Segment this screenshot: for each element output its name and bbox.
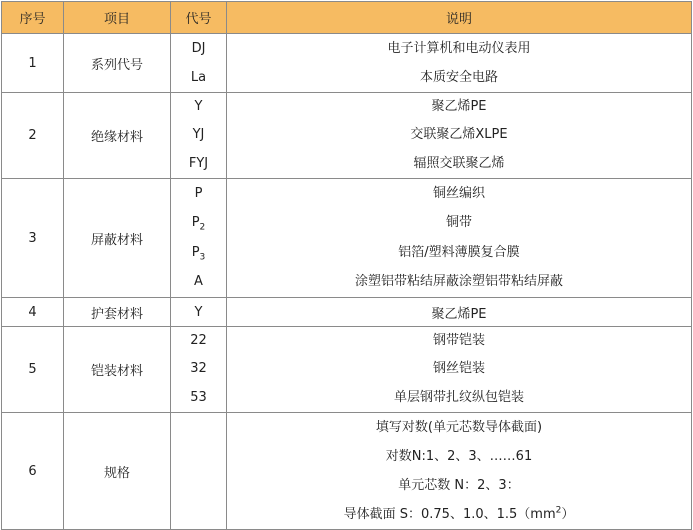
table-row — [2, 298, 692, 327]
code-letter: P — [191, 215, 200, 231]
row-descs — [227, 327, 692, 413]
header-desc: 说明 — [227, 2, 692, 34]
code-value: 32 — [190, 361, 207, 377]
table-row — [2, 327, 692, 413]
code-value: 22 — [190, 333, 207, 349]
row-descs — [227, 413, 692, 530]
desc-value: 交联聚乙烯XLPE — [410, 127, 508, 143]
row-index: 1 — [2, 34, 64, 93]
cable-code-table — [1, 1, 692, 530]
unit-superscript: 2 — [555, 505, 562, 516]
desc-value: 涂塑铝带粘结屏蔽涂塑铝带粘结屏蔽 — [354, 274, 563, 290]
row-index: 2 — [2, 93, 64, 179]
header-index: 序号 — [2, 2, 64, 34]
row-item: 规格 — [64, 413, 171, 530]
row-index: 5 — [2, 327, 64, 413]
code-value: FYJ — [188, 155, 209, 171]
desc-value: 电子计算机和电动仪表用 — [387, 40, 531, 56]
row-item: 绝缘材料 — [64, 93, 171, 179]
row-index: 3 — [2, 179, 64, 298]
code-value: La — [190, 69, 207, 85]
desc-value — [344, 507, 575, 523]
row-codes — [171, 34, 227, 93]
desc-value: 本质安全电路 — [419, 69, 498, 85]
code-letter: A — [194, 274, 203, 290]
desc-value: 铝箔/塑料薄膜复合膜 — [398, 244, 520, 260]
header-code: 代号 — [171, 2, 227, 34]
row-descs — [227, 93, 692, 179]
row-codes — [171, 179, 227, 298]
code-letter: P — [194, 185, 203, 201]
row-index: 6 — [2, 413, 64, 530]
header-row — [2, 2, 692, 34]
row-item: 护套材料 — [64, 298, 171, 327]
desc-value: 填写对数(单元芯数导体截面) — [375, 419, 543, 435]
code-value: Y — [171, 298, 227, 327]
desc-value: 辐照交联聚乙烯 — [413, 155, 505, 171]
desc-value: 钢带铠装 — [432, 333, 485, 349]
code-value: YJ — [192, 127, 205, 143]
desc-value: 单元芯数 N：2、3： — [398, 477, 520, 493]
desc-value: 铜带 — [445, 215, 472, 231]
code-value — [192, 215, 206, 231]
row-index: 4 — [2, 298, 64, 327]
desc-tail: ） — [561, 506, 575, 522]
code-value — [192, 245, 206, 261]
header-item: 项目 — [64, 2, 171, 34]
desc-text: 导体截面 S：0.75、1.0、1.5（mm — [343, 506, 556, 522]
desc-value: 对数N:1、2、3、……61 — [385, 448, 533, 464]
desc-value: 铜丝编织 — [432, 185, 485, 201]
code-subscript: 2 — [199, 222, 206, 233]
row-item: 屏蔽材料 — [64, 179, 171, 298]
code-letter: P — [191, 244, 200, 260]
row-codes — [171, 93, 227, 179]
table-row — [2, 179, 692, 298]
desc-value: 单层钢带扎纹纵包铠装 — [393, 389, 524, 405]
code-value: Y — [194, 99, 203, 115]
table-row — [2, 93, 692, 179]
row-item: 铠装材料 — [64, 327, 171, 413]
row-item: 系列代号 — [64, 34, 171, 93]
row-codes — [171, 327, 227, 413]
desc-value: 钢丝铠装 — [432, 361, 485, 377]
row-descs — [227, 34, 692, 93]
code-subscript: 3 — [199, 252, 206, 263]
desc-value: 聚乙烯PE — [431, 99, 487, 115]
code-value — [194, 274, 203, 290]
code-value: 53 — [190, 389, 207, 405]
table-row — [2, 34, 692, 93]
desc-value: 聚乙烯PE — [227, 298, 692, 327]
spec-table-sheet — [1, 1, 691, 527]
row-codes-empty — [171, 413, 227, 530]
code-value: DJ — [191, 40, 206, 56]
table-row — [2, 413, 692, 530]
row-descs — [227, 179, 692, 298]
code-value — [195, 186, 203, 202]
